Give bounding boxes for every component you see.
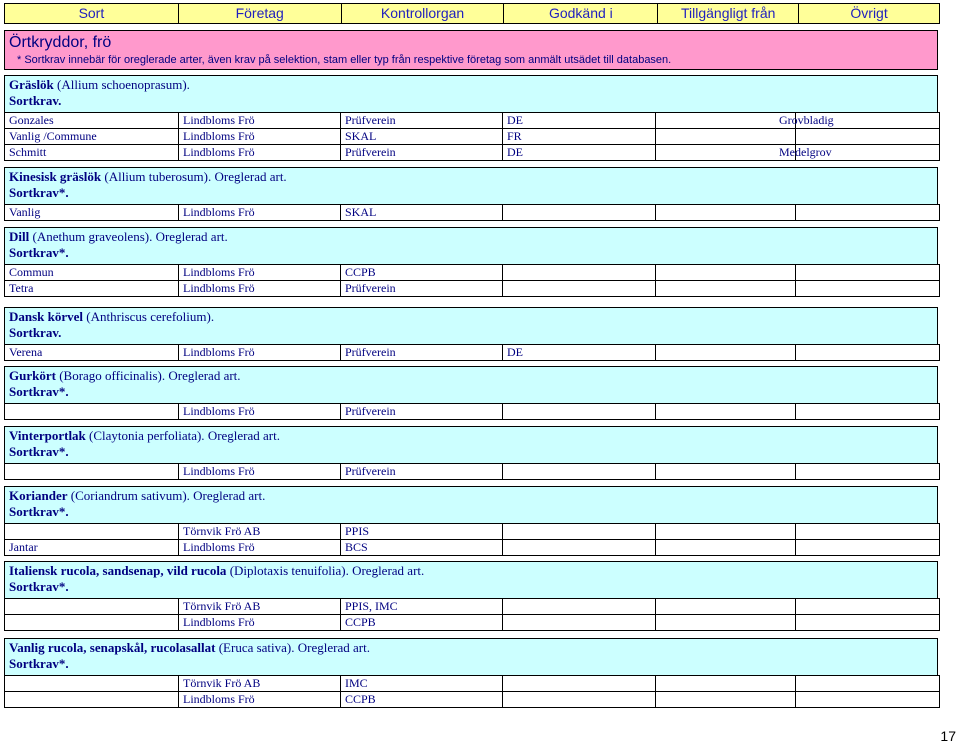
species-name: Dill <box>9 229 30 244</box>
species-regulation: Oreglerad art. <box>155 229 228 244</box>
species-block <box>4 227 938 265</box>
species-regulation: Oreglerad art. <box>214 169 287 184</box>
variety-company: Lindbloms Frö <box>183 129 255 143</box>
variety-other: Grovbladig <box>779 113 834 127</box>
variety-row <box>4 523 940 540</box>
variety-company: Lindbloms Frö <box>183 404 255 418</box>
variety-control-body: Prüfverein <box>345 113 396 127</box>
variety-name: Gonzales <box>9 113 54 127</box>
variety-company: Lindbloms Frö <box>183 692 255 706</box>
species-block <box>4 307 938 345</box>
species-requirement: Sortkrav*. <box>9 656 69 671</box>
section-header <box>4 30 938 70</box>
variety-row <box>4 112 940 129</box>
variety-row <box>4 598 940 615</box>
species-requirement: Sortkrav. <box>9 93 62 108</box>
variety-row <box>4 204 940 221</box>
species-name: Gurkört <box>9 368 56 383</box>
species-latin: (Claytonia perfoliata). <box>89 428 205 443</box>
variety-name: Vanlig /Commune <box>9 129 97 143</box>
variety-name: Commun <box>9 265 54 279</box>
section-note: * Sortkrav innebär för oreglerade arter, även krav på selektion, stam eller typ från respektive företag som anmält utsädet till databasen. <box>17 54 672 66</box>
species-requirement: Sortkrav*. <box>9 245 69 260</box>
variety-company: Lindbloms Frö <box>183 345 255 359</box>
variety-row <box>4 403 940 420</box>
variety-row <box>4 128 940 145</box>
species-regulation: Oreglerad art. <box>297 640 370 655</box>
variety-control-body: SKAL <box>345 205 377 219</box>
species-latin: (Anthriscus cerefolium). <box>86 309 215 324</box>
species-heading <box>9 428 280 444</box>
species-block <box>4 561 938 599</box>
species-latin: (Allium schoenoprasum). <box>57 77 190 92</box>
variety-row <box>4 675 940 692</box>
variety-company: Lindbloms Frö <box>183 281 255 295</box>
variety-control-body: IMC <box>345 676 368 690</box>
variety-row <box>4 280 940 297</box>
variety-company: Lindbloms Frö <box>183 205 255 219</box>
species-block <box>4 426 938 464</box>
variety-control-body: CCPB <box>345 265 376 279</box>
species-requirement: Sortkrav*. <box>9 185 69 200</box>
variety-control-body: BCS <box>345 540 368 554</box>
variety-name: Verena <box>9 345 43 359</box>
species-requirement: Sortkrav*. <box>9 444 69 459</box>
variety-row <box>4 691 940 708</box>
species-regulation: Oreglerad art. <box>352 563 425 578</box>
species-latin: (Anethum graveolens). <box>32 229 153 244</box>
variety-row <box>4 463 940 480</box>
species-heading <box>9 169 287 185</box>
variety-row <box>4 614 940 631</box>
header-company: Företag <box>179 4 342 23</box>
variety-control-body: Prüfverein <box>345 404 396 418</box>
header-available-from: Tillgängligt från <box>658 4 799 23</box>
variety-control-body: CCPB <box>345 615 376 629</box>
variety-row <box>4 539 940 556</box>
header-other: Övrigt <box>850 5 888 21</box>
species-latin: (Diplotaxis tenuifolia). <box>229 563 349 578</box>
variety-approved-in: DE <box>507 145 523 159</box>
species-block <box>4 167 938 205</box>
variety-control-body: PPIS, IMC <box>345 599 398 613</box>
page-number: 17 <box>940 728 956 744</box>
variety-company: Lindbloms Frö <box>183 145 255 159</box>
variety-company: Törnvik Frö AB <box>183 524 261 538</box>
species-heading <box>9 640 370 656</box>
variety-control-body: SKAL <box>345 129 377 143</box>
variety-row <box>4 264 940 281</box>
header-sort: Sort <box>5 4 179 23</box>
variety-control-body: Prüfverein <box>345 281 396 295</box>
species-name: Vinterportlak <box>9 428 86 443</box>
variety-company: Lindbloms Frö <box>183 113 255 127</box>
species-latin: (Coriandrum sativum). <box>70 488 190 503</box>
column-header-bar <box>4 3 940 24</box>
species-heading <box>9 488 265 504</box>
variety-company: Lindbloms Frö <box>183 540 255 554</box>
species-name: Dansk körvel <box>9 309 84 324</box>
variety-control-body: Prüfverein <box>345 464 396 478</box>
variety-control-body: Prüfverein <box>345 145 396 159</box>
species-latin: (Allium tuberosum). <box>104 169 212 184</box>
species-regulation: Oreglerad art. <box>193 488 266 503</box>
species-block <box>4 638 938 676</box>
header-approved-in: Godkänd i <box>504 4 658 23</box>
variety-row <box>4 144 940 161</box>
species-name: Vanlig rucola, senapskål, rucolasallat <box>9 640 216 655</box>
species-requirement: Sortkrav*. <box>9 384 69 399</box>
variety-name: Tetra <box>9 281 34 295</box>
species-name: Gräslök <box>9 77 54 92</box>
section-title: Örtkryddor, frö <box>9 34 112 51</box>
species-requirement: Sortkrav*. <box>9 504 69 519</box>
variety-approved-in: DE <box>507 345 523 359</box>
variety-approved-in: FR <box>507 129 522 143</box>
species-heading <box>9 563 424 579</box>
variety-control-body: PPIS <box>345 524 370 538</box>
species-requirement: Sortkrav. <box>9 325 62 340</box>
variety-other: Medelgrov <box>779 145 832 159</box>
header-control-body: Kontrollorgan <box>342 4 505 23</box>
species-regulation: Oreglerad art. <box>168 368 241 383</box>
species-name: Kinesisk gräslök <box>9 169 102 184</box>
species-heading <box>9 368 241 384</box>
species-name: Koriander <box>9 488 68 503</box>
species-heading <box>9 77 190 93</box>
variety-name: Vanlig <box>9 205 41 219</box>
species-block <box>4 75 938 113</box>
species-latin: (Eruca sativa). <box>218 640 295 655</box>
variety-name: Jantar <box>9 540 38 554</box>
species-latin: (Borago officinalis). <box>59 368 166 383</box>
species-block <box>4 486 938 524</box>
species-block <box>4 366 938 404</box>
species-heading <box>9 309 214 325</box>
species-requirement: Sortkrav*. <box>9 579 69 594</box>
variety-company: Törnvik Frö AB <box>183 599 261 613</box>
variety-name: Schmitt <box>9 145 47 159</box>
variety-control-body: CCPB <box>345 692 376 706</box>
variety-approved-in: DE <box>507 113 523 127</box>
variety-company: Lindbloms Frö <box>183 464 255 478</box>
species-heading <box>9 229 228 245</box>
variety-company: Törnvik Frö AB <box>183 676 261 690</box>
variety-company: Lindbloms Frö <box>183 615 255 629</box>
variety-control-body: Prüfverein <box>345 345 396 359</box>
variety-row <box>4 344 940 361</box>
species-name: Italiensk rucola, sandsenap, vild rucola <box>9 563 227 578</box>
species-regulation: Oreglerad art. <box>207 428 280 443</box>
variety-company: Lindbloms Frö <box>183 265 255 279</box>
